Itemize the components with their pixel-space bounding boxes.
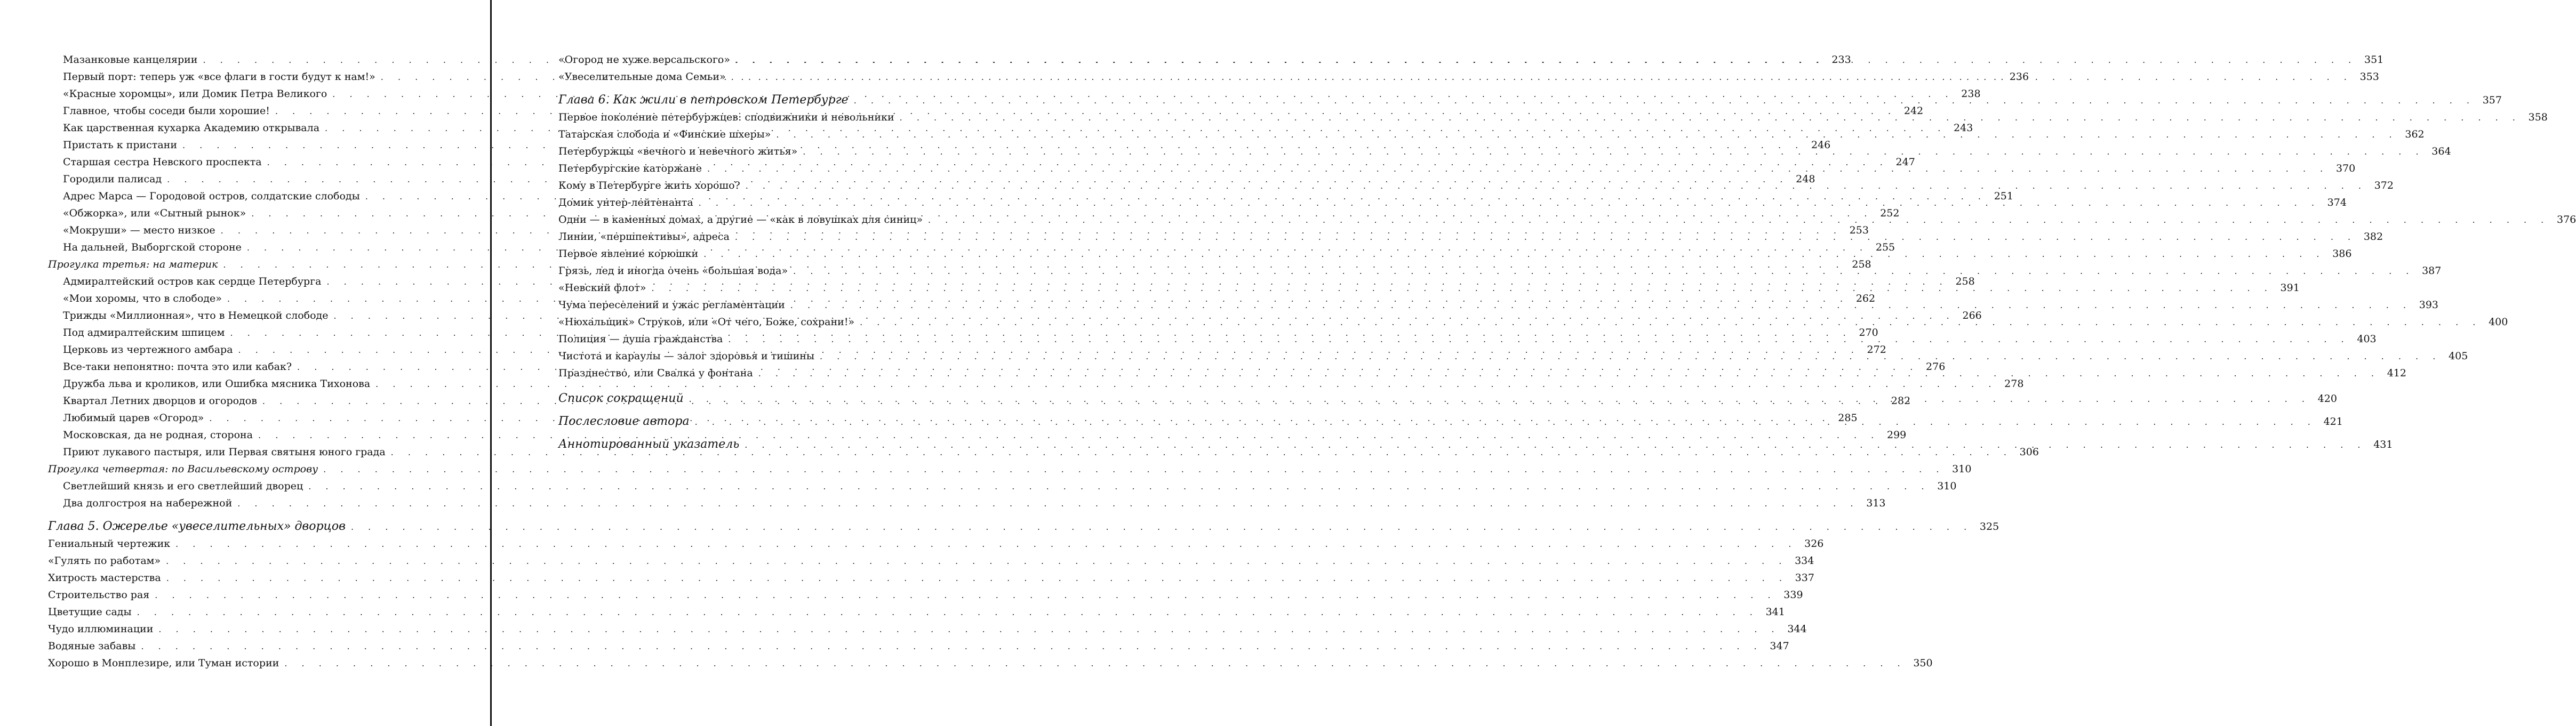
leader-dots	[758, 365, 2380, 382]
toc-entry[interactable]	[48, 569, 1814, 586]
toc-entry-page: 420	[2317, 393, 2337, 405]
toc-entry-title: Главное, чтобы соседи были хорошие!	[63, 105, 270, 117]
toc-entry-page: 310	[1937, 480, 1957, 492]
toc-entry-title: Приют лукавого пастыря, или Первая святыня юного града	[63, 446, 386, 458]
toc-entry-page: 351	[2364, 54, 2384, 66]
toc-entry-page: 272	[1867, 344, 1886, 356]
toc-entry[interactable]	[48, 620, 1807, 638]
toc-chapter-heading[interactable]	[48, 518, 1999, 535]
toc-entry-title: Адрес Марса — Городовой остров, солдатские слободы	[63, 190, 360, 202]
toc-entry-title: «Мокруши» — место низкое	[63, 224, 215, 236]
toc-entry-title: «Мои хоромы, что в слободе»	[63, 293, 222, 304]
toc-entry[interactable]	[48, 478, 1957, 495]
toc-entry-title: Первое явление корюшки	[558, 248, 699, 260]
toc-entry-page: 358	[2528, 111, 2548, 123]
toc-entry-page: 364	[2431, 146, 2451, 157]
toc-entry-page: 255	[1875, 241, 1895, 253]
toc-entry-page: 353	[2359, 71, 2379, 83]
toc-entry[interactable]	[48, 552, 1814, 569]
leader-dots	[731, 69, 2353, 86]
toc-entry-page: 386	[2332, 248, 2352, 260]
toc-entry-page: 391	[2280, 282, 2300, 294]
toc-entry-page: 350	[1913, 657, 1933, 669]
toc-entry-page: 403	[2357, 333, 2377, 345]
toc-entry[interactable]	[48, 603, 1785, 620]
toc-entry-title: Первое поколение петербуржцев: сподвижники и невольники	[558, 111, 894, 123]
toc-entry[interactable]	[48, 638, 1789, 655]
leader-dots	[928, 212, 2549, 229]
toc-entry-title: Первый порт: теперь уж «все флаги в гости будут к нам!»	[63, 71, 375, 83]
toc-entry-title: Цветущие сады	[48, 606, 132, 618]
toc-entry-title: Московская, да не родная, сторона	[63, 429, 253, 441]
toc-entry-title: Гениальный чертежик	[48, 538, 171, 550]
toc-entry-title: Под адмиралтейским шпицем	[63, 327, 225, 338]
leader-dots	[652, 280, 2273, 297]
toc-entry[interactable]	[48, 426, 1907, 443]
toc-entry-page: 242	[1903, 105, 1924, 117]
toc-entry-title: Одни — в каменных домах, а другие — «как в ловушках для синиц»	[558, 214, 923, 225]
leader-dots	[745, 433, 2366, 456]
toc-entry-page: 276	[1926, 361, 1946, 373]
toc-entry-title: Прогулка четвертая: по Васильевскому острову	[48, 463, 318, 475]
leader-dots	[699, 195, 2320, 212]
toc-entry-title: Глава 6. Как жили в петровском Петербурге	[558, 93, 849, 107]
toc-entry-page: 248	[1796, 173, 1815, 185]
toc-entry-page: 282	[1891, 395, 1911, 407]
leader-dots	[793, 263, 2414, 280]
toc-entry-page: 306	[2019, 446, 2039, 458]
leader-dots	[900, 109, 2521, 126]
toc-entry[interactable]	[48, 375, 2024, 392]
toc-entry-page: 431	[2373, 439, 2393, 450]
toc-entry-title: Грязь, лед и иногда очень «большая вода»	[558, 265, 788, 277]
toc-entry-page: 270	[1859, 327, 1878, 338]
toc-entry-title: Чума переселений и ужас регламентации	[558, 299, 785, 311]
toc-entry-page: 313	[1866, 497, 1886, 509]
toc-entry-title: «Невский флот»	[558, 282, 646, 294]
toc-entry-page: 341	[1765, 606, 1785, 618]
toc-entry-title: Церковь из чертежного амбара	[63, 344, 233, 356]
toc-entry-title: Дружба льва и кроликов, или Ошибка мясника Тихонова	[63, 378, 371, 390]
toc-entry-title: На дальней, Выборгской стороне	[63, 241, 242, 253]
leader-dots	[746, 178, 2367, 195]
leader-dots	[776, 126, 2397, 143]
toc-entry-title: «Красные хоромцы», или Домик Петра Великого	[63, 88, 327, 100]
toc-entry-page: 421	[2323, 416, 2343, 427]
toc-entry-page: 233	[1831, 54, 1851, 66]
toc-entry-page: 370	[2335, 163, 2356, 174]
toc-entry-page: 253	[1849, 224, 1869, 236]
toc-entry-title: Строительство рая	[48, 589, 150, 601]
toc-entry[interactable]	[48, 535, 1824, 552]
toc-entry-page: 258	[1955, 276, 1975, 287]
toc-entry-page: 252	[1880, 207, 1900, 219]
toc-entry-title: Чистота и караулы — залог здоровья и тишины	[558, 350, 815, 362]
toc-entry-title: Все-таки непонятно: почта это или кабак?	[63, 361, 292, 373]
toc-entry-title: Чудо иллюминации	[48, 623, 154, 635]
toc-entry[interactable]	[48, 655, 1933, 672]
toc-entry-page: 236	[2009, 71, 2029, 83]
toc-entry-page: 387	[2422, 265, 2442, 277]
leader-dots	[695, 410, 2316, 433]
toc-entry-title: Водяные забавы	[48, 640, 136, 652]
leader-dots	[803, 143, 2424, 160]
toc-entry[interactable]	[48, 586, 1803, 603]
toc-entry-page: 310	[1952, 463, 1972, 475]
leader-dots	[860, 314, 2481, 331]
toc-entry-title: «Огород не хуже версальского»	[558, 54, 730, 66]
toc-entry-title: Послесловие автора	[558, 415, 690, 428]
leader-dots	[703, 246, 2325, 263]
toc-entry-page: 372	[2374, 180, 2394, 191]
toc-entry-page: 246	[1811, 139, 1831, 151]
toc-entry-page: 243	[1954, 122, 1973, 134]
toc-section-heading[interactable]	[48, 461, 1972, 478]
toc-entry-title: Список сокращений	[558, 392, 684, 405]
toc-entry-page: 347	[1770, 640, 1789, 652]
leader-dots	[237, 495, 1859, 512]
toc-entry-title: «Нюхальщик» Струков, или «От чего, Боже, сохрани!»	[558, 316, 855, 328]
toc-entry-page: 251	[1994, 190, 2013, 202]
toc-entry-title: Петербуржцы «вечного и невечного житья»	[558, 146, 798, 157]
toc-entry-page: 405	[2449, 350, 2468, 362]
toc-entry-title: Хитрость мастерства	[48, 572, 161, 584]
toc-entry-page: 299	[1887, 429, 1907, 441]
toc-entry-title: Татарская слобода и «Финские шхеры»	[558, 128, 771, 140]
toc-entry-title: Как царственная кухарка Академию открывала	[63, 122, 320, 134]
toc-entry-page: 326	[1804, 538, 1824, 550]
toc-entry-page: 247	[1895, 156, 1915, 168]
toc-entry-page: 412	[2387, 367, 2406, 379]
toc-entry-title: Пристать к пристани	[63, 139, 177, 151]
toc-entry-page: 278	[2004, 378, 2024, 390]
toc-entry-page: 337	[1795, 572, 1814, 584]
toc-entry-title: Старшая сестра Невского проспекта	[63, 156, 262, 168]
toc-entry-page: 374	[2327, 197, 2347, 208]
leader-dots	[790, 297, 2412, 314]
toc-entry-page: 334	[1795, 555, 1814, 567]
toc-entry-title: Адмиралтейский остров как сердце Петербурга	[63, 276, 322, 287]
toc-entry-page: 393	[2419, 299, 2439, 311]
toc-entry-title: Линии, «першпективы», адреса	[558, 231, 730, 243]
toc-entry-title: Полиция — душа гражданства	[558, 333, 723, 345]
leader-dots	[820, 348, 2441, 365]
toc-entry-title: Домик унтер-лейтенанта	[558, 197, 693, 208]
leader-dots	[689, 388, 2310, 410]
toc-entry[interactable]	[48, 495, 1886, 512]
toc-entry-title: «Гулять по работам»	[48, 555, 161, 567]
toc-entry-page: 266	[1962, 310, 1982, 321]
toc-entry-page: 362	[2405, 128, 2425, 140]
toc-entry-title: «Увеселительные дома Семьи»	[558, 71, 726, 83]
leader-dots	[728, 331, 2349, 348]
toc-entry-page: 357	[2482, 94, 2502, 106]
toc-entry-page: 238	[1961, 88, 1981, 100]
leader-dots	[735, 229, 2356, 246]
toc-entry-title: Хорошо в Монплезире, или Туман истории	[48, 657, 279, 669]
toc-entry-page: 376	[2556, 214, 2576, 225]
toc-entry-page: 258	[1852, 259, 1871, 270]
toc-entry-title: Прогулка третья: на материк	[48, 259, 218, 270]
toc-entry-title: Аннотированный указатель	[558, 438, 740, 451]
toc-entry-page: 400	[2489, 316, 2508, 328]
toc-entry-page: 344	[1787, 623, 1807, 635]
toc-entry-title: Квартал Летних дворцов и огородов	[63, 395, 257, 407]
toc-entry-page: 382	[2363, 231, 2383, 243]
toc-entry-title: Трижды «Миллионная», что в Немецкой слободе	[63, 310, 329, 321]
toc-entry-title: «Обжорка», или «Сытный рынок»	[63, 207, 246, 219]
leader-dots	[175, 536, 1797, 553]
leader-dots	[854, 92, 2475, 109]
toc-entry-page: 262	[1855, 293, 1876, 304]
toc-entry-title: Кому в Петербурге жить хорошо?	[558, 180, 740, 191]
toc-entry-title: Глава 5. Ожерелье «увеселительных» дворцов	[48, 520, 346, 533]
toc-entry-title: Городили палисад	[63, 173, 162, 185]
toc-entry-title: Петербургские каторжане	[558, 163, 702, 174]
leader-dots	[707, 160, 2329, 178]
toc-entry-page: 339	[1783, 589, 1803, 601]
toc-entry-title: Два долгостроя на набережной	[63, 497, 233, 509]
toc-entry-title: Празднество, или Свалка у фонтана	[558, 367, 753, 379]
toc-entry-title: Светлейший князь и его светлейший дворец	[63, 480, 303, 492]
toc-entry-page: 285	[1838, 412, 1858, 424]
toc-entry-title: Мазанковые канцелярии	[63, 54, 198, 66]
leader-dots	[735, 52, 2357, 69]
toc-entry-page: 325	[1979, 521, 1999, 533]
toc-entry-title: Любимый царев «Огород»	[63, 412, 204, 424]
